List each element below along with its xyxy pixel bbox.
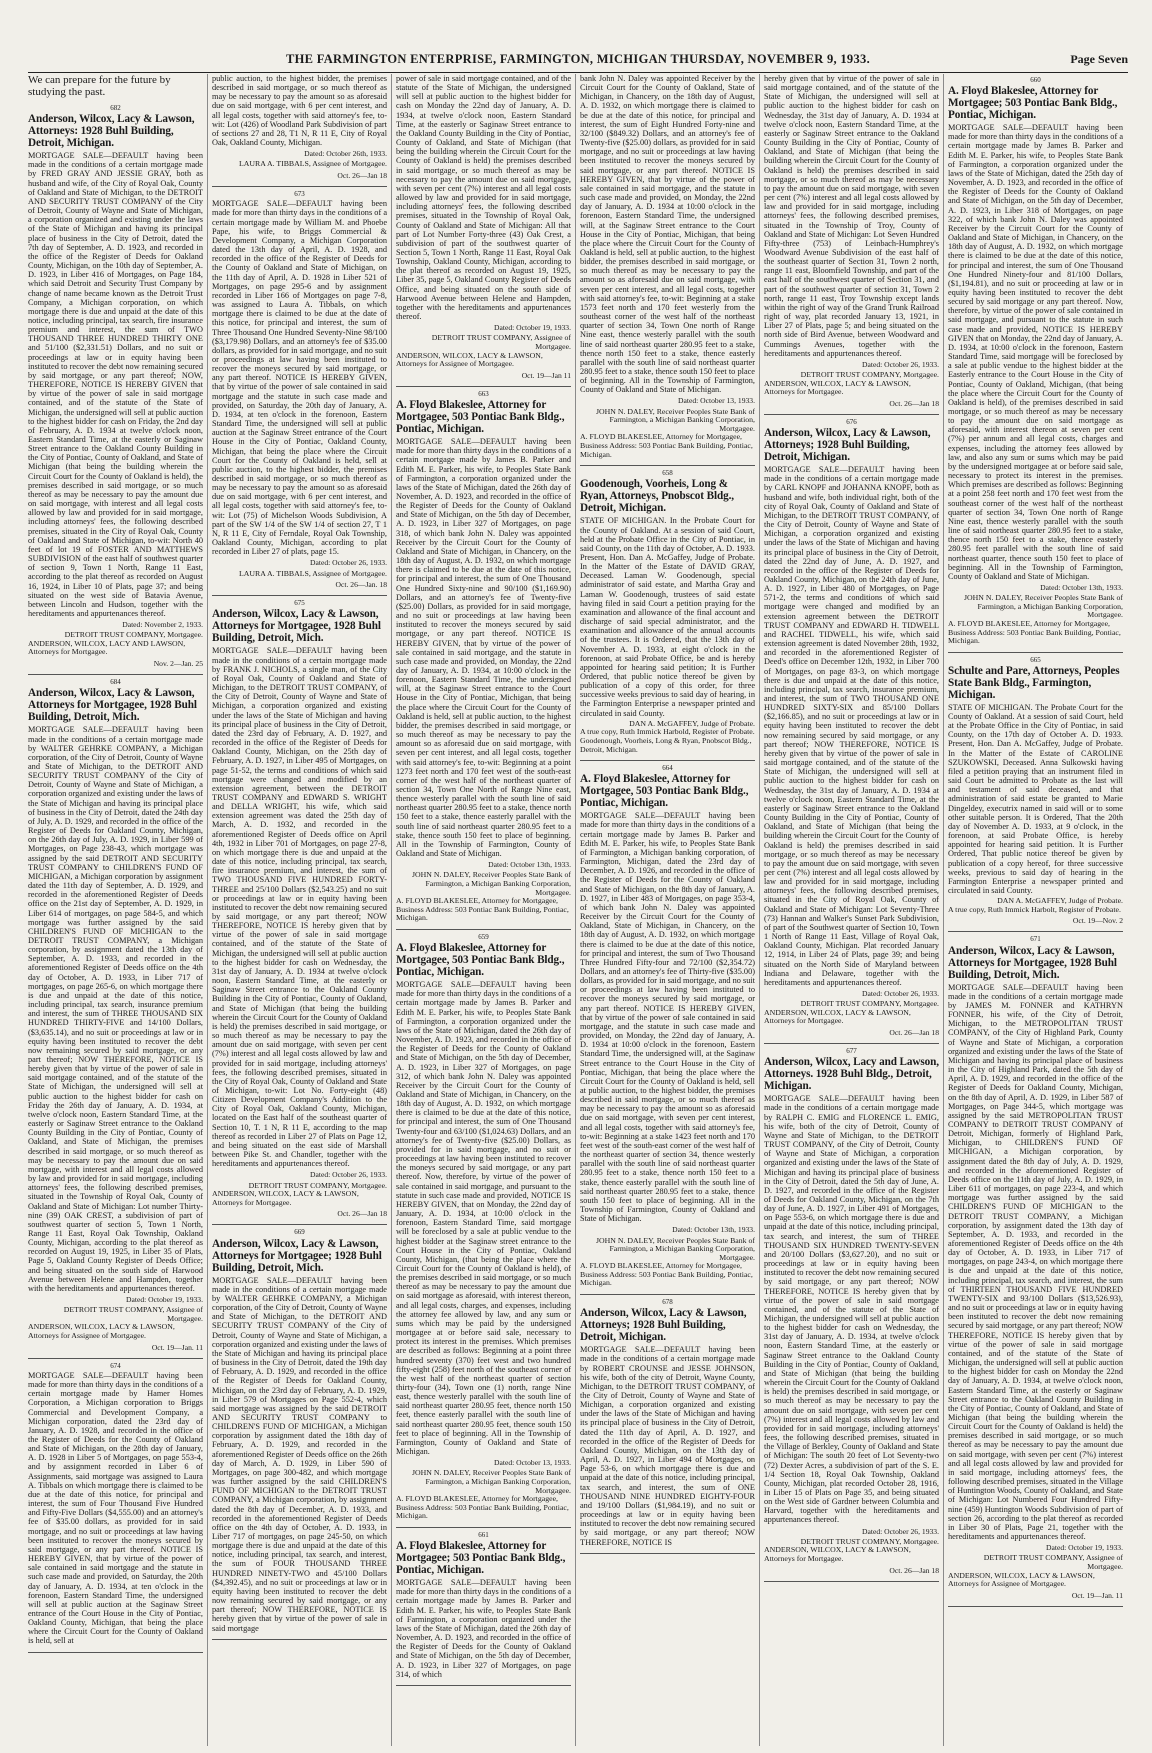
notice-run-dates: Nov. 2—Jan. 25 (153, 659, 203, 669)
notice-run-dates: Oct. 19—Nov. 2 (1072, 916, 1123, 926)
column-5 (764, 74, 939, 1746)
legal-notice (212, 190, 387, 589)
notice-heading: Anderson, Wilcox, Lacy & Lawson, Attorneys; 1928 Buhl Building, Detroit, Michigan. (580, 1307, 747, 1344)
legal-notice (396, 933, 571, 1521)
notice-number: 673 (294, 190, 305, 199)
notice-date: Dated: October 19, 1933. (126, 1295, 203, 1305)
notice-heading: Anderson, Wilcox, Lacy & Lawson, Attorneys for Mortgagee, 1928 Buhl Building, Detroit, Mich. (948, 944, 1117, 981)
notice-body: MORTGAGE SALE—DEFAULT having been made for more than thirty days in the conditions of a certain mortgage made by William M. and Phoebe Pape, his wife, to Briggs Commercial & Development Company, a Michigan Corporation dated the 13th day of April, A. D. 1928, and recorded in the office of the Register of Deeds for the County of Oakland and State of Michigan, on the 11th day of April, A. D. 1928 in Liber 521 of Mortgages, on page 295-6 and by assignment recorded in Liber 166 of Mortgages on page 7-8, was assigned to Laura A. Tibbals, on which mortgage there is claimed to be due at the date of this notice, for principal and interest, the sum of Three Thousand One Hundred Seventy-Nine 98/100 ($3,179.98) Dollars, and an attorney's fee of $35.00 dollars, as provided for in said mortgage, and no suit or proceedings at law having been instituted to recover the moneys secured by said mortgage, or any part thereof. NOTICE IS HEREBY GIVEN, that by virtue of the power of sale contained in said mortgage and the statute in such case made and provided, on Saturday, the 20th day of January, A. D. 1934, at ten o'clock in the forenoon, Eastern Standard Time, the undersigned will sell at public auction at the Saginaw Street entrance of the Court House in the City of Pontiac, Oakland County, Michigan, that being the place where the Circuit Court for the County of Oakland is held, sell at public auction, to the highest bidder, the premises described in said mortgage, or so much thereof as may be necessary to pay the amount so as aforesaid due on said mortgage, with 6 per cent interest, and all legal costs, together with said attorney's fee, to-wit: Lot (75) of Michelson Woods Subdivision, A part of the SW 1/4 of the SW 1/4 of section 27, T 1 N, R 11 E, City of Ferndale, Royal Oak Township, Oakland County, Michigan, according to plat recorded in Liber 27 of plats, page 15. (212, 199, 387, 557)
column-2 (212, 74, 387, 1746)
notice-number: 659 (478, 932, 489, 941)
notice-number: 678 (662, 1298, 673, 1307)
notice-signature: DETROIT TRUST COMPANY, Mortgagee. (800, 999, 939, 1009)
notice-attorney: ANDERSON, WILCOX, LACY AND LAWSON, Attorneys for Mortgagee. (28, 638, 186, 657)
notice-signature: DETROIT TRUST COMPANY, Assignee of Mortgagee. (63, 1305, 203, 1323)
notice-heading: Anderson, Wilcox, Lacy & Lawson, Attorneys for Mortgagee, 1928 Buhl Building, Detroit, Mich. (28, 687, 197, 724)
notice-number: 682 (110, 104, 121, 112)
notice-body: MORTGAGE SALE—DEFAULT having been made for more than thirty days in the conditions of a certain mortgage made by Hamer Homes Corporation, a Michigan corporation to Briggs Commercial and Development Company, a Michigan corporation, dated the 23rd day of January, A. D. 1928, and recorded in the office of the Register of Deeds for the County of Oakland and State of Michigan, on the 28th day of January, A. D. 1928 in Liber 5 of Mortgages, on page 553-4, and by assignment recorded in Liber 6 of Assignments, said mortgage was assigned to Laura A. Tibbals on which mortgage there is claimed to be due at the date of this notice, for principal and interest, the sum of Four Thousand Five Hundred and Fifty-Five Dollars ($4,555.00) and an attorney's fee of $35.00 dollars, as provided for in said mortgage, and no suit or proceedings at law having been instituted to recover the moneys secured by said mortgage, or any part thereof. NOTICE IS HEREBY GIVEN, that by virtue of the power of sale contained in said mortgage and the statute in such case made and provided, on Saturday, the 20th day of January, A. D. 1934, at ten o'clock in the forenoon, Eastern Standard Time, the undersigned will sell at public auction at the Saginaw Street entrance of the Court House in the City of Pontiac, Oakland County, Michigan, that being the place where the Circuit Court for the County of Oakland is held, sell at (28, 1370, 203, 1646)
notice-attorney: ANDERSON, WILCOX, LACY & LAWSON, Attorneys for Mortgagee. (764, 1545, 911, 1563)
notice-date: Dated: October 19, 1933. (494, 323, 571, 333)
notice-heading: Anderson, Wilcox, Lacy & Lawson, Attorneys: 1928 Buhl Building, Detroit, Michigan. (28, 113, 195, 150)
notice-body: bank John N. Daley was appointed Receiver by the Circuit Court for the County of Oakland, State of Michigan, in Chancery, on the 18th day of August, A. D. 1932, on which mortgage there is claimed to be due at the date of this notice, for principal and interest, the sum of Eight Hundred Forty-nine and 32/100 ($849.32) Dollars, and an attorney's fee of Twenty-five ($25.00) dollars, as provided for in said mortgage, and no suit or proceedings at law having been instituted to recover the moneys secured by said mortgage, or any part thereof. NOTICE IS HEREBY GIVEN, that by virtue of the power of sale contained in said mortgage, and the statute in such case made and provided, on Monday, the 22nd day of January, A. D. 1934 at 10:00 o'clock in the forenoon, Eastern Standard Time, the undersigned will, at the Saginaw Street entrance to the Court House in the City of Pontiac, Michigan, that being the place where the Circuit Court for the County of Oakland is held, sell at public auction, to the highest bidder, the premises described in said mortgage, or so much thereof as may be necessary to pay the amount so as aforesaid due on said mortgage, with seven per cent interest, and all legal costs, together with said attorney's fee, to-wit: Beginning at a stake 1573 feet north and 170 feet westerly from the southeast corner of the west half of the northeast quarter of section 34, Town One north of Range Nine east, thence westerly parallel with the south line of said northeast quarter 280.95 feet to a stake, thence north 150 feet to a stake, thence easterly parallel with the south line of said northeast quarter 280.95 feet to a stake, thence south 150 feet to place of beginning. All in the Township of Farmington, County of Oakland and State of Michigan. (580, 74, 755, 395)
notice-run-dates: Oct. 26—Jan 18 (889, 1565, 939, 1575)
notice-date: Dated: October 13th, 1933. (488, 860, 571, 870)
notice-attorney: A. FLOYD BLAKESLEE, Attorney for Mortgagee, Business Address: 503 Pontiac Bank Building, Pontiac, Michigan. (580, 1261, 753, 1288)
notice-divider (396, 929, 571, 930)
legal-notice (580, 469, 755, 754)
notice-heading: A. Floyd Blakeslee, Attorney for Mortgagee, 503 Pontiac Bank Bldg., Pontiac, Michigan. (396, 399, 565, 436)
notice-signature: DETROIT TRUST COMPANY, Mortgagee. (64, 630, 203, 640)
notice-signature: JOHN N. DALEY, Receiver Peoples State Bank of Farmington, a Michigan Banking Corporation, Mortgagee. (595, 406, 755, 433)
notice-heading: A. Floyd Blakeslee, Attorney for Mortgagee; 503 Pontiac Bank Bldg., Pontiac, Michigan. (396, 1540, 566, 1577)
notice-body: power of sale in said mortgage contained, and of the statute of the State of Michigan, the undersigned will sell at public auction to the highest bidder for cash on Monday the 22nd day of January, A. D. 1934, at twelve o'clock noon, Eastern Standard Time, at the easterly or Saginaw Street entrance to the Oakland County Building in the City of Pontiac, County of Oakland, and State of Michigan (that being the building wherein the Circuit Court for the County of Oakland is held) the premises described in said mortgage, or so much thereof as may be necessary to pay the amount due on said mortgage, with seven per cent (7%) interest and all legal costs allowed by law and provided for in said mortgage, including attorneys' fees, the following described premises, situated in the Township of Royal Oak, County of Oakland and State of Michigan: All that part of Lot Number Forty-three (43) Oak Crest, a subdivision of part of the southwest quarter of Section 5, Town 1 North, Range 11 East, Royal Oak Township, Oakland County, Michigan, according to the plat thereof as recorded on August 19, 1925, Liber 35, page 5, Oakland County Register of Deeds Office, and being situated on the south side of Harwood Avenue between Helene and Hampden, together with the hereditaments and appurtenances thereof. (396, 74, 571, 322)
notice-date: Dated: October 13, 1933. (678, 396, 755, 406)
legal-notice (396, 74, 571, 380)
notice-attorney: ANDERSON, WILCOX, LACY & LAWSON, Attorneys for Assignee of Mortgagee. (396, 350, 543, 369)
notice-run-dates: Oct. 26—Jan 18 (889, 1027, 939, 1037)
notice-number: 671 (1030, 935, 1041, 944)
notice-number: 674 (110, 1361, 121, 1370)
notice-heading: Anderson, Wilcox, Lacy & Lawson, Attorneys; 1928 Buhl Building, Detroit, Michigan. (764, 427, 931, 464)
column-rule (759, 74, 760, 1746)
notice-date: Dated: October 26, 1933. (862, 359, 939, 369)
notice-number: 669 (294, 1228, 305, 1237)
notice-date: Dated: November 2, 1933. (122, 620, 203, 630)
notice-date: Dated: October 13th, 1933. (672, 1225, 755, 1235)
notice-body: MORTGAGE SALE—DEFAULT having been made in the conditions of a certain mortgage made by FRANK J. NICHOLS, a single man, of the City of Royal Oak, County of Oakland and State of Michigan, to the DETROIT TRUST COMPANY, of the City of Detroit, County of Wayne and State of Michigan, a corporation organized and existing under the laws of the State of Michigan and having its principal place of business in the City of Detroit, dated the 23rd day of February, A. D. 1927, and recorded in the office of the Register of Deeds for Oakland County, Michigan, on the 25th day of February, A. D. 1927, in Liber 495 of Mortgages, on page 51-52, the terms and conditions of which said mortgage were changed and modified by an extension agreement, between the DETROIT TRUST COMPANY and EDWARD S. WRIGHT and DELLA WRIGHT, his wife, which said extension agreement was dated the 25th day of March, A. D. 1932, and recorded in the aforementioned Register of Deeds office on April 4th, 1932 in Liber 701 of Mortgages, on page 27-8, on which mortgage there is due and unpaid at the date of this notice, including principal, tax search, fire insurance premium, and interest, the sum of TWO THOUSAND FIVE HUNDRED FORTY-THREE and 25/100 Dollars ($2,543.25) and no suit or proceedings at law or in equity having been instituted to recover the debt now remaining secured by said mortgage, or any part thereof; NOW THEREFORE, NOTICE IS hereby given that by virtue of the power of sale in said mortgage contained, and of the statute of the State of Michigan, the undersigned will sell at public auction to the highest bidder for cash on Wednesday, the 31st day of January, A. D. 1934 at twelve o'clock noon, Eastern Standard Time, at the easterly or Saginaw Street entrance to the Oakland County Building in the City of Pontiac, County of Oakland, and State of Michigan (that being the building wherein the Circuit Court for the County of Oakland is held) the premises described in said mortgage, or so much thereof as may be necessary to pay the amount due on said mortgage, with seven per cent (7%) interest and all legal costs allowed by law and provided for in said mortgage, including attorneys' fees, the following described premises, situated in the City of Royal Oak, County of Oakland and State of Michigan, to-wit: Lot No. Forty-eight (48) Citizen Development Company's Addition to the City of Royal Oak, Oakland County, Michigan, located on the East half of the southeast quarter of Section 10, T. 1 N, R 11 E, according to the map thereof as recorded in Liber 27 of Plats on Page 12, and being situated on the east side of Marshall between Pike St. and Chandler, together with the hereditaments and appurtenances thereof. (212, 646, 387, 1169)
notice-heading: Anderson, Wilcox, Lacy & Lawson, Attorneys for Mortgagee; 1928 Buhl Building, Detroit, Mich. (212, 1237, 382, 1274)
notice-signature: JOHN N. DALEY, Receiver Peoples State Bank of Farmington, a Michigan Banking Corporation, Mortgagee. (963, 593, 1123, 620)
notice-divider (764, 1581, 939, 1582)
legal-notice (948, 76, 1123, 646)
notice-body: public auction, to the highest bidder, the premises described in said mortgage, or so much thereof as may be necessary to pay the amount so as aforesaid due on said mortgage, with 6 per cent interest, and all legal costs, together with said attorney's fee, to-wit: Lot (426) of Woodland Park Subdivision of part of sections 27 and 28, T1 N, R 11 E, City of Royal Oak, Oakland County, Michigan. (212, 74, 387, 148)
notice-body: MORTGAGE SALE—DEFAULT having been made for more than thirty days in the conditions of a certain mortgage made by James B. Parker and Edith M. E. Parker, his wife, to Peoples State Bank of Farmington, a Michigan banking corporation, of Farmington, Michigan, dated the 23rd day of December, A. D. 1926, and recorded in the office of the Register of Deeds for the County of Oakland and State of Michigan, on the 8th day of January, A. D. 1927, in Liber 483 of Mortgages, on page 353-4, of which bank John N. Daley was appointed Receiver by the Circuit Court for the County of Oakland, State of Michigan, in Chancery, on the 18th day of August, A. D. 1932, on which mortgage there is claimed to be due at the date of this notice, for principal and interest, the sum of Two Thousand Three Hundred Fifty-four and 72/100 ($2,354.72) Dollars, and an attorney's fee of Thirty-five ($35.00) dollars, as provided for in said mortgage, and no suit or proceedings at law having been instituted to recover the moneys secured by said mortgage, or any part thereof. NOTICE IS HEREBY GIVEN, that by virtue of the power of sale contained in said mortgage, and the statute in such case made and provided, on Monday, the 22nd day of January, A. D. 1934 at 10:00 o'clock in the forenoon, Eastern Standard Time, the undersigned will, at the Saginaw Street entrance to the Court House in the City of Pontiac, Michigan, that being the place where the Circuit Court for the County of Oakland is held, sell at public auction, to the highest bidder, the premises described in said mortgage, or so much thereof as may be necessary to pay the amount so as aforesaid due on said mortgage, with seven per cent interest, and all legal costs, together with said attorney's fee, to-wit: Beginning at a stake 1423 feet north and 170 feet west of the south-east corner of the west half of the northeast quarter of section 34, thence westerly parallel with the south line of said northeast quarter 280.95 feet to a stake, thence north 150 feet to a stake, thence easterly parallel with the south line of said northeast quarter 280.95 feet to a stake, thence south 150 feet to place of beginning. All in the Township of Farmington, County of Oakland and State of Michigan. (580, 811, 755, 1224)
column-rule (391, 74, 392, 1746)
notice-run-dates: Oct. 26—Jan. 18 (335, 580, 387, 590)
notice-divider (948, 931, 1123, 932)
notice-date: Dated: October 13th, 1933. (1040, 582, 1123, 592)
notice-run-dates: Oct. 26—Jan 18 (889, 398, 939, 408)
column-rule (575, 74, 576, 1746)
promo-text: We can prepare for the future by studying the past. (28, 74, 171, 98)
page-number: Page Seven (1070, 52, 1128, 66)
notice-signature: DETROIT TRUST COMPANY, Mortgagee. (800, 370, 939, 379)
column-3 (396, 74, 571, 1746)
notice-heading: Anderson, Wilcox, Lacy & Lawson, Attorneys for Mortgagee, 1928 Buhl Building, Detroit, Mich. (212, 608, 381, 645)
notice-signature: JOHN N. DALEY, Receiver Peoples State Bank of Farmington, a Michigan Banking Corporation, Mortgagee. (411, 1468, 571, 1495)
notice-run-dates: Oct. 19—Jan. 11 (151, 1342, 203, 1352)
notice-attorney: A. FLOYD BLAKESLEE, Attorney for Mortgagee, Business Address: 503 Pontiac Bank Building, Pontiac, Michigan. (396, 1494, 569, 1521)
notice-run-dates: Oct. 26—Jan 18 (337, 171, 387, 180)
column-rule (207, 74, 208, 1746)
notice-divider (396, 1685, 571, 1686)
notice-signature: DETROIT TRUST COMPANY, Assignee of Mortgagee. (431, 333, 571, 351)
notice-date: Dated: October 13, 1933. (494, 1458, 571, 1468)
notice-number: 660 (1030, 76, 1041, 84)
legal-notice (948, 935, 1123, 1599)
notice-body: MORTGAGE SALE—DEFAULT having been made in the conditions of a certain mortgage made by JAMES M. FONNER and KATHRYN FONNER, his wife, of the City of Detroit, Michigan, to the METROPOLITAN TRUST COMPANY, of the City of Highland Park, County of Wayne and State of Michigan, a corporation organized and existing under the laws of the State of Michigan and having its principal place of business in the City of Highland Park, dated the 5th day of April, A. D. 1929, and recorded in the office of the Register of Deeds for Oakland County, Michigan, on the 8th day of April, A. D. 1929, in Liber 587 of Mortgages, on Page 344-5, which mortgage was assigned by the said METROPOLITAN TRUST COMPANY to DETROIT TRUST COMPANY of Detroit, Michigan, formerly of Highland Park, Michigan, to CHILDREN'S FUND OF MICHIGAN, a Michigan corporation, by assignment dated the 8th day of July, A. D. 1929, and recorded in the aforementioned Register of Deeds office on the 11th day of July, A. D. 1929, in Liber 611 of mortgages, on page 223-4, and which mortgage was further assigned by the said CHILDREN'S FUND OF MICHIGAN to the DETROIT TRUST COMPANY, a Michigan corporation, by assignment dated the 13th day of September, A. D. 1933, and recorded in the aforementioned Register of Deeds office on the 4th day of October, A. D. 1933, in Liber 717 of mortgages, on page 243-4, on which mortgage there is due and unpaid at the date of this notice, including principal, tax search, and interest, the sum of THIRTEEN THOUSAND FIVE HUNDRED TWENTY-SIX and 93/100 Dollars ($13,526.93), and no suit or proceedings at law or in equity having been instituted to recover the debt now remaining secured by said mortgage, or any part thereof; NOW THEREFORE, NOTICE IS hereby given that by virtue of the power of sale in said mortgage contained, and of the statute of the State of Michigan, the undersigned will sell at public auction to the highest bidder for cash on Monday the 22nd day of January, A. D. 1934, at twelve o'clock noon, Eastern Standard Time, at the easterly or Saginaw Street entrance to the Oakland County Building in the City of Pontiac, County of Oakland, and State of Michigan (that being the building wherein the Circuit Court for the County of Oakland is held) the premises described in said mortgage, or so much thereof as may be necessary to pay the amount due on said mortgage, with seven per cent (7%) interest and all legal costs allowed by law and provided for in said mortgage, including attorneys' fees, the following described premises, situated in the Village of Huntington Woods, County of Oakland, and State of Michigan: Lot Numbered Four Hundred Fifty-nine (459) Huntington Woods Subdivision of part of section 26, according to the plat thereof as recorded in Liber 30 of Plats, Page 21, together with the hereditaments and appurtenances thereof. (948, 982, 1123, 1541)
notice-signature: DETROIT TRUST COMPANY, Mortgagee. (248, 1180, 387, 1190)
notice-body: MORTGAGE SALE—DEFAULT having been made in the conditions of a certain mortgage made by ROBERT CROUNSE and JESSE JOHNSON, his wife, both of the city of Detroit, Wayne County, Michigan, to the DETROIT TRUST COMPANY, of the City of Detroit, County of Wayne and State of Michigan, a corporation organized and existing under the laws of the State of Michigan and having its principal place of business in the City of Detroit, dated the 11th day of April, A. D. 1927, and recorded in the office of the Register of Deeds for Oakland County, Michigan, on the 13th day of April, A. D. 1927, in Liber 494 of Mortgages, on Page 53-6, on which mortgage there is due and unpaid at the date of this notice, including principal, tax search, and interest, the sum of ONE THOUSAND NINE HUNDRED EIGHTY-FOUR and 19/100 Dollars ($1,984.19), and no suit or proceedings at law or in equity having been instituted to recover the debt now remaining secured by said mortgage, or any part thereof; NOW THEREFORE, NOTICE IS (580, 1345, 755, 1547)
legal-notice (28, 104, 203, 668)
notice-divider (948, 652, 1123, 653)
legal-notice (212, 599, 387, 1218)
notice-body: hereby given that by virtue of the power of sale in said mortgage contained, and of the statute of the State of Michigan, the undersigned will sell at public auction to the highest bidder for cash on Wednesday, the 31st day of January, A. D. 1934 at twelve o'clock noon, Eastern Standard Time, at the easterly or Saginaw Street entrance to the Oakland County Building in the City of Pontiac, County of Oakland, and State of Michigan (that being the building wherein the Circuit Court for the County of Oakland is held) the premises described in said mortgage, or so much thereof as may be necessary to pay the amount due on said mortgage, with seven per cent (7%) interest and all legal costs allowed by law and provided for in said mortgage, including attorneys' fees, the following described premises, situated in the Township of Troy, County of Oakland and State of Michigan: Lot Seven Hundred Fifty-three (753) of Leinbach-Humphrey's Woodward Avenue Subdivision of the east half of the southeast quarter of Section 31, Town 2 north, range 11 east, Bloomfield Township, and part of the east half of the southwest quarter of Section 31, and part of the southwest quarter of section 31, Town 2 north, range 11 east, Troy Township except lands within the right of way of the Grand Trunk Railroad right of way, plat recorded January 13, 1921, in Liber 27 of Plats, page 5; and being situated on the north side of Bird Avenue, between Woodward and Cummings Avenues, together with the hereditaments and appurtenances thereof. (764, 74, 939, 358)
legal-notice (580, 764, 755, 1288)
notice-number: 663 (478, 389, 489, 398)
notice-body: MORTGAGE SALE—DEFAULT having been made for more than thirty days in the conditions of a certain mortgage made by James B. Parker and Edith M. E. Parker, his wife, to Peoples State Bank of Farmington, a corporation organized under the laws of the State of Michigan, dated the 26th day of November, A. D. 1923, and recorded in the office of the Register of Deeds for the County of Oakland and State of Michigan, on the 5th day of December, A. D. 1923, in Liber 327 of Mortgages, on page 318, of which bank John N. Daley was appointed Receiver by the Circuit Court for the County of Oakland and State of Michigan, in Chancery, on the 18th day of August, A. D. 1932, on which mortgage there is claimed to be due at the date of this notice, for principal and interest, the sum of One Thousand One Hundred Sixty-nine and 90/100 ($1,169.90) Dollars, and an attorney's fee of Twenty-five ($25.00) Dollars, as provided for in said mortgage, and no suit or proceedings at law having been instituted to recover the moneys secured by said mortgage, or any part thereof. NOTICE IS HEREBY GIVEN, that by virtue of the power of sale contained in said mortgage, and the statute in such case made and provided, on Monday, the 22nd day of January, A. D. 1934, at 10:00 o'clock in the forenoon, Eastern Standard Time, the undersigned will, at the Saginaw Street entrance to the Court House in the City of Pontiac, Michigan, that being the place where the Circuit Court for the County of Oakland is held, sell at public auction, to the highest bidder, the premises described in said mortgage, or so much thereof as may be necessary to pay the amount so as aforesaid due on said mortgage, with seven per cent interest, and all legal costs, together with said attorney's fee, to-wit: Beginning at a point 1273 feet north and 170 feet west of the south-east corner of the west half of the northeast quarter of section 34, Town One North of Range Nine east, thence westerly parallel with the south line of said northeast quarter 280.95 feet to a stake, thence north 150 feet to a stake, thence easterly parallel with the south line of said northeast quarter 280.95 feet to a stake, thence south 150 feet to place of beginning. All in the Township of Farmington, County of Oakland and State of Michigan. (396, 437, 571, 859)
legal-notice (764, 74, 939, 408)
masthead (28, 52, 1128, 73)
notice-heading: Goodenough, Voorheis, Long & Ryan, Attorneys, Pnobscot Bldg., Detroit, Michigan. (580, 478, 734, 515)
notice-number: 675 (294, 599, 305, 608)
legal-notice (212, 74, 387, 180)
legal-notice (764, 1047, 939, 1575)
legal-notice (764, 418, 939, 1037)
notice-divider (580, 1553, 755, 1554)
notice-divider (580, 465, 755, 466)
legal-notice (948, 656, 1123, 926)
notice-divider (28, 1358, 203, 1359)
notice-attorney: A true copy, Ruth Immick Harbold, Register of Probate. Goodenough, Voorheis, Long & Ryan, Pnobscot Bldg., Detroit, Michigan. (580, 727, 755, 754)
notice-run-dates: Oct. 19—Jan 11 (521, 370, 571, 380)
notice-attorney: A true copy, Ruth Immick Harbolt, Register of Probate. (948, 904, 1121, 914)
notice-body: MORTGAGE SALE—DEFAULT having been made in the conditions of a certain mortgage made by FRED GRAY AND JESSIE GRAY, both as husband and wife, of the City of Royal Oak, County of Oakland and State of Michigan, to the DETROIT AND SECURITY TRUST COMPANY of the City of Detroit, County of Wayne and State of Michigan, a corporation organized and existing under the laws of the State of Michigan and having its principal place of business in the City of Detroit, dated the 7th day of September, A. D. 1923, and recorded in the office of the Register of Deeds for Oakland County, Michigan, on the 10th day of September, A. D. 1923, in Liber 416 of Mortgages, on Page 184, which said Detroit and Security Trust Company by change of name became known as the Detroit Trust Company, a Michigan corporation, on which mortgage there is due and unpaid at the date of this notice, including principal, tax search, fire insurance premium and interest, the sum of TWO THOUSAND THREE HUNDRED THIRTY ONE and 51/100 ($2,331.51) Dollars, and no suit or proceedings at law or in equity having been instituted to recover the debt now remaining secured by said mortgage, or any part thereof; NOW, THEREFORE, NOTICE IS HEREBY GIVEN that by virtue of the power of sale in said mortgage contained, and of the statute of the State of Michigan, the undersigned will sell at public auction to the highest bidder for cash on Friday, the 2nd day of February, A. D. 1934 at twelve o'clock noon, Eastern Standard Time, at the easterly or Saginaw Street entrance to the Oakland County Building in the City of Pontiac, County of Oakland, and State of Michigan (that being the building wherein the Circuit Court for the County of Oakland is held), the premises described in said mortgage, or so much thereof as may be necessary to pay the amount due on said mortgage, with interest and all legal costs allowed by law and provided for in said mortgage, including attorneys' fees, the following described premises, situated in the City of Royal Oak, County of Oakland and State of Michigan, to-wit: North 40 feet of lot 19 of FOSTER AND MATTHEWS SUBDIVISION of the east half of southwest quarter of section 9, Town 1 North, Range 11 East, according to the plat thereof as recorded on August 16, 1924, in Liber 10 of Plats, page 37; and being situated on the west side of Batavia Avenue, between Lincoln and Hudson, together with the hereditaments and appurtenances thereof. (28, 151, 203, 618)
notice-number: 665 (1030, 655, 1041, 664)
legal-notice (396, 390, 571, 923)
notice-date: Dated: October 26, 1933. (862, 989, 939, 998)
column-1 (28, 74, 203, 1746)
legal-notice (28, 678, 203, 1352)
notice-signature: JOHN N. DALEY, Receiver Peoples State Bank of Farmington, a Michigan Banking Corporation, Mortgagee. (411, 870, 571, 897)
notice-divider (580, 1294, 755, 1295)
notice-body: MORTGAGE SALE—DEFAULT having been made for more than thirty days in the conditions of a certain mortgage made by James B. Parker and Edith M. E. Parker, his wife, to Peoples State Bank of Farmington, a corporation organized under the laws of the State of Michigan, dated the 25th day of November, A. D. 1923, and recorded in the office of the Register of Deeds for the County of Oakland and State of Michigan, on the 5th day of December, A. D. 1923, in Liber 318 of Mortgages, on page 322, of which bank John N. Daley was appointed Receiver by the Circuit Court for the County of Oakland and State of Michigan, in Chancery, on the 18th day of August, A. D. 1932, on which mortgage there is claimed to be due at the date of this notice, for principal and interest, the sum of One Thousand One Hundred Ninety-four and 81/100 Dollars, ($1,194.81), and no suit or proceeding at law or in equity having been instituted to recover the debt secured by said mortgage or any part thereof. Now, therefore, by virtue of the power of sale contained in said mortgage, and pursuant to the statute in such case made and provided, NOTICE IS HEREBY GIVEN that on Monday, the 22nd day of January, A. D. 1934, at 10:00 o'clock in the forenoon, Eastern Standard Time, said mortgage will be foreclosed by a sale at public vendue to the highest bidder at the Easterly entrance to the Court House in the City of Pontiac, County of Oakland, Michigan, (that being the place where the Circuit Court for the County of Oakland is held), of the premises described in said mortgage, or so much thereof as may be necessary to pay the amount due on said mortgage as aforesaid, with interest thereon at seven per cent (7%) per annum and all legal costs, charges and expenses, including the attorney fees allowed by law, and also any sum or sums which may be paid by the undersigned mortgagee at or before said sale, necessary to protect its interest in the premises. Which premises are described as follows: Beginning at a point 258 feet north and 170 feet west from the southeast corner of the west half of the northeast quarter of section 34, Town One north of Range Nine east, thence westerly parallel with the south line of said northeast quarter 280.95 feet to a stake, thence north 150 feet to a stake, thence easterly 280.95 feet parallel with the south line of said northeast quarter, thence south 150 feet to place of beginning. All in the Township of Farmington, County of Oakland and State of Michigan. (948, 123, 1123, 581)
notice-number: 664 (662, 764, 673, 773)
notice-attorney: ANDERSON, WILCOX, LACY & LAWSON, Attorneys for Mortgagee. (764, 1007, 911, 1026)
notice-divider (764, 414, 939, 415)
notice-attorney: A. FLOYD BLAKESLEE, Attorney for Mortgagee, Business Address: 503 Pontiac Bank Building, Pontiac, Michigan. (948, 618, 1121, 646)
notice-divider (396, 1527, 571, 1528)
notice-heading: Schulte and Pare, Attorneys, Peoples State Bank Bldg., Farmington, Michigan. (948, 664, 1120, 701)
notice-body: MORTGAGE SALE—DEFAULT having been made for more than thirty days in the conditions of a certain mortgage made by James B. Parker and Edith M. E. Parker, his wife, to Peoples State Bank of Farmington, a corporation organized under the laws of the State of Michigan, dated the 26th day of November, A. D. 1923, and recorded in the office of the Register of Deeds for the County of Oakland and State of Michigan, on the 5th day of December, A. D. 1923, in Liber 327 of Mortgages, on page 312, of which bank John N. Daley was appointed Receiver by the Circuit Court for the County of Oakland and State of Michigan, in Chancery, on the 18th day of August, A. D. 1932, on which mortgage there is claimed to be due at the date of this notice, for principal and interest, the sum of One Thousand Twenty-four and 63/100 ($1,024.63) Dollars, and an attorney's fee of Twenty-five ($25.00) Dollars, as provided for in said mortgage, and no suit or proceedings at law having been instituted to recover the moneys secured by said mortgage, or any part thereof. Now, therefore, by virtue of the power of sale contained in said mortgage, and pursuant to the statute in such case made and provided, NOTICE IS HEREBY GIVEN, that on Monday, the 22nd day of January, A. D. 1934, at 10:00 o'clock in the forenoon, Eastern Standard Time, said mortgage will be foreclosed by a sale at public vendue to the highest bidder at the Saginaw street entrance to the Court House in the City of Pontiac, Oakland County, Michigan, (that being the place where the Circuit Court for the County of Oakland is held), of the premises described in said mortgage, or so much thereof as may be necessary to pay the amount due on said mortgage as aforesaid, with interest thereon, and all legal costs, charges, and expenses, including the attorney fee allowed by law, and any sum or sums which may be paid by the undersigned mortgagee at or before said sale, necessary to protect its interest in the premises. Which premises are described as follows: Beginning at a point three hundred seventy (370) feet west and two hundred fifty-eight (258) feet north of the southeast corner of the west half of the northeast quarter of section thirty-four (34), Town one (1) north, range Nine east, thence westerly parallel with the south line of said northeast quarter 280.95 feet, thence north 150 feet, thence easterly parallel with the south line of said northeast quarter 280.95 feet, thence south 150 feet to place of beginning. All in the Township of Farmington, County of Oakland and State of Michigan. (396, 980, 571, 1457)
notice-divider (28, 674, 203, 675)
legal-notice (28, 1362, 203, 1646)
notice-attorney: ANDERSON, WILCOX, LACY & LAWSON, Attorneys for Mortgagee. (764, 378, 911, 397)
notice-number: 661 (478, 1530, 489, 1539)
notice-number: 658 (662, 469, 673, 478)
notice-number: 676 (846, 417, 857, 426)
notice-attorney: ANDERSON, WILCOX, LACY & LAWSON, Attorneys for Assignee of Mortgagee. (948, 1570, 1095, 1589)
notice-signature: DAN A. McGAFFEY, Judge of Probate. (629, 718, 755, 728)
notice-number: 684 (110, 678, 121, 687)
notice-date: Dated: October 26th, 1933. (304, 149, 387, 159)
notice-signature: DAN A. McGAFFEY, Judge of Probate. (997, 896, 1123, 906)
notice-divider (212, 186, 387, 187)
page-title: THE FARMINGTON ENTERPRISE, FARMINGTON, MICHIGAN THURSDAY, NOVEMBER 9, 1933. (285, 52, 871, 66)
notice-date: Dated: October 26, 1933. (862, 1526, 939, 1536)
notice-divider (396, 386, 571, 387)
notice-body: MORTGAGE SALE—DEFAULT having been made in the conditions of a certain mortgage made by CARL KNOPF and JOHANNA KNOPF, both as husband and wife, both individual right, both of the city of Royal Oak, County of Oakland and State of Michigan, to the DETROIT TRUST COMPANY, of the City of Detroit, County of Wayne and State of Michigan, a corporation organized and existing under the laws of the State of Michigan and having its principal place of business in the City of Detroit, dated the 22nd day of June, A. D. 1927, and recorded in the office of the Register of Deeds for Oakland County, Michigan, on the 24th day of June, A. D. 1927, in Liber 480 of Mortgages, on Page 571-2, the terms and conditions of which said mortgage were changed and modified by an extension agreement between the DETROIT TRUST COMPANY and EDWARD H. TIDWELL and RACHEL TIDWELL, his wife, which said extension agreement is dated November 28th, 1932, and recorded in the aforementioned Register of Deed's office on December 12th, 1932, in Liber 700 of Mortgages, on page 83-3, on which mortgage there is due and unpaid at the date of this notice, including principal, tax search, insurance premium, and interest, the sum of TWO THOUSAND ONE HUNDRED SIXTY-SIX and 85/100 Dollars ($2,166.85), and no suit or proceedings at law or in equity having been instituted to recover the debt now remaining secured by said mortgage, or any part thereof; NOW THEREFORE, NOTICE IS hereby given that by virtue of the power of sale in said mortgage contained, and of the statute of the State of Michigan, the undersigned will sell at public auction to the highest bidder for cash on Wednesday, the 31st day of January, A. D. 1934 at twelve o'clock noon, Eastern Standard Time, at the easterly or Saginaw Street entrance to the Oakland County Building in the City of Pontiac, County of Oakland, and State of Michigan (that being the building wherein the Circuit Court for the County of Oakland is held) the premises described in said mortgage, or so much thereof as may be necessary to pay the amount due on said mortgage, with seven per cent (7%) interest and all legal costs allowed by law and provided for in said mortgage, including attorneys' fees, the following described premises, situated in the City of Royal Oak, County of Oakland and State of Michigan: Lot Seventy-Three (73) Hannan and Walker's Sunset Park Subdivision, of part of the Southwest quarter of Section 10, Town 1 North of Range 11 East, Village of Royal Oak, Oakland County, Michigan. Plat recorded January 12, 1914, in Liber 24 of Plats, page 39; and being situated on the North Side of Maryland between Indiana and Delaware, together with the hereditaments and appurtenances thereof. (764, 465, 939, 987)
legal-notice (580, 1298, 755, 1547)
notice-date: Dated: October 26, 1933. (310, 1170, 387, 1180)
notice-date: Dated: October 26, 1933. (310, 558, 387, 568)
notice-divider (212, 1639, 387, 1640)
column-6 (948, 74, 1123, 1746)
notice-signature: LAURA A. TIBBALS, Assignee of Mortgagee. (239, 568, 387, 578)
column-4 (580, 74, 755, 1746)
notice-body: STATE OF MICHIGAN. In the Probate Court for the County of Oakland. At a session of said Court, held at the Probate Office in the City of Pontiac, in said County, on the 11th day of October, A. D. 1933. Present, Hon. Dan A. McGaffey, Judge of Probate. In the Matter of the Estate of DAVID GRAY, Deceased. Laman W. Goodenough, special administrator of said estate, and Martha Gray and Laman W. Goodenough, trustees of said estate having filed in said Court a petition praying for the examination and allowance of the final account and discharge of said special administrator, and the examination and allowance of the annual accounts of the trustees. It is Ordered, that the 13th day of November A. D. 1933, at eight o'clock in the forenoon, at said Probate Office, be and is hereby appointed for hearing said petition; It is Further Ordered, that public notice thereof be given by publication of a copy of this order, for three successive weeks previous to said day of hearing, in the Farmington Enterprise a newspaper printed and circulated in said County. (580, 516, 755, 718)
notice-divider (764, 1043, 939, 1044)
notice-heading: A. Floyd Blakeslee, Attorney for Mortgagee, 503 Pontiac Bank Bldg., Pontiac, Michigan. (396, 942, 565, 979)
notice-divider (28, 1652, 203, 1653)
notice-attorney: ANDERSON, WILCOX, LACY & LAWSON, Attorneys for Assignee of Mortgagee. (28, 1322, 175, 1340)
notice-date: Dated: October 19, 1933. (1046, 1543, 1123, 1553)
notice-attorney: ANDERSON, WILCOX, LACY & LAWSON, Attorneys for Mortgagee. (212, 1189, 359, 1207)
notice-body: MORTGAGE SALE—DEFAULT having been made for more than thirty days in the conditions of a certain mortgage made by James B. Parker and Edith M. E. Parker, his wife, to Peoples State Bank of Farmington, a corporation organized under the laws of the State of Michigan, dated the 26th day of November, A. D. 1923, and recorded in the office of the Register of Deeds for the County of Oakland and State of Michigan, on the 5th day of December, A. D. 1923, in Liber 327 of Mortgages, on page 314, of which (396, 1578, 571, 1679)
notice-divider (212, 1224, 387, 1225)
notice-divider (580, 760, 755, 761)
notice-run-dates: Oct. 19—Jan. 11 (1071, 1590, 1123, 1600)
legal-notice (580, 74, 755, 459)
notice-attorney: A. FLOYD BLAKESLEE, Attorney for Mortgagee, Business Address: 503 Pontiac Bank Building, Pontiac, Michigan. (580, 432, 753, 459)
notice-heading: A. Floyd Blakeslee, Attorney for Mortgagee; 503 Pontiac Bank Bldg., Pontiac, Michigan. (948, 85, 1118, 122)
notice-heading: Anderson, Wilcox, Lacy and Lawson, Attorneys. 1928 Buhl Bldg., Detroit, Michigan. (764, 1056, 939, 1093)
notice-signature: JOHN N. DALEY, Receiver Peoples State Bank of Farmington, a Michigan Banking Corporation, Mortgagee. (595, 1235, 755, 1262)
notice-body: MORTGAGE SALE—DEFAULT having been made in the conditions of a certain mortgage made by RALPH C. EMIG and FLORENCE L. EMIG, his wife, both of the city of Detroit, County of Wayne and State of Michigan, to the DETROIT TRUST COMPANY, of the City of Detroit, County of Wayne and State of Michigan, a corporation organized and existing under the laws of the State of Michigan and having its principal place of business in the City of Detroit, dated the 5th day of June, A. D. 1927, and recorded in the office of the Register of Deeds for Oakland County, Michigan, on the 7th day of June, A. D. 1927, in Liber 491 of Mortgages, on Page 553-6, on which mortgage there is due and unpaid at the date of this notice, including principal, tax search, and interest, the sum of THREE THOUSAND SIX HUNDRED TWENTY-SEVEN and 20/100 Dollars ($3,627.20), and no suit or proceedings at law or in equity having been instituted to recover the debt now remaining secured by said mortgage, or any part thereof; NOW THEREFORE, NOTICE IS hereby given that by virtue of the power of sale in said mortgage contained, and of the statute of the State of Michigan, the undersigned will sell at public auction to the highest bidder for cash on Wednesday, the 31st day of January, A. D. 1934, at twelve o'clock noon, Eastern Standard Time, at the easterly or Saginaw Street entrance to the Oakland County Building in the City of Pontiac, County of Oakland, and State of Michigan (that being the building wherein the Circuit Court for the County of Oakland is held) the premises described in said mortgage, or so much thereof as may be necessary to pay the amount due on said mortgage, with seven per cent (7%) interest and all legal costs allowed by law and provided for in said mortgage, including attorneys' fees, the following described premises, situated in the Village of Berkley, County of Oakland and State of Michigan: The south 20 feet of Lot Seventy-two (72) Dexter Acres, a subdivision of part of the S. E. 1/4 Section 18, Royal Oak Township, Oakland County, Michigan, plat recorded October 28, 1916, in Liber 15 of Plats on Page 35, and being situated on the West side of Gardner between Columbia and Harvard, together with the hereditaments and appurtenances thereof. (764, 1094, 939, 1525)
notice-run-dates: Oct. 26—Jan 18 (337, 1209, 387, 1219)
notice-signature: DETROIT TRUST COMPANY, Mortgagee. (800, 1536, 939, 1546)
notice-signature: LAURA A. TIBBALS, Assignee of Mortgagee. (239, 159, 387, 169)
notice-signature: DETROIT TRUST COMPANY, Assignee of Mortgagee. (983, 1553, 1123, 1571)
notice-heading: A. Floyd Blakeslee, Attorney for Mortgagee, 503 Pontiac Bank Bldg., Pontiac, Michigan. (580, 773, 749, 810)
notice-attorney: A. FLOYD BLAKESLEE, Attorney for Mortgagee, Business Address: 503 Pontiac Bank Building, Pontiac, Michigan. (396, 896, 569, 923)
notice-divider (948, 1606, 1123, 1607)
notice-body: MORTGAGE SALE—DEFAULT having been made in the conditions of a certain mortgage made by WALTER GEHRKE COMPANY, a Michigan corporation, of the City of Detroit, County of Wayne and State of Michigan, to the DETROIT AND SECURITY TRUST COMPANY of the City of Detroit, County of Wayne and State of Michigan, a corporation organized and existing under the laws of the State of Michigan and having its principal place of business in the City of Detroit, dated the 24th day of July, A. D. 1929, and recorded in the office of the Register of Deeds for Oakland County, Michigan, on the 26th day of July, A. D. 1929, in Liber 599 of Mortgages, on Page 238-43, which mortgage was assigned by the said DETROIT AND SECURITY TRUST COMPANY to CHILDREN'S FUND OF MICHIGAN, a Michigan corporation by assignment dated the 11th day of September, A. D. 1929, and recorded in the aforementioned Register of Deeds office on the 21st day of September, A. D. 1929, in Liber 614 of mortgages, on page 584-5, and which mortgage was further assigned by the said CHILDREN'S FUND OF MICHIGAN to the DETROIT TRUST COMPANY, a Michigan corporation, by assignment dated the 13th day of September, A. D. 1933, and recorded in the aforementioned Register of Deeds office on the 4th day of October, A. D. 1933, in Liber 717 of mortgages, on page 265-6, on which mortgage there is due and unpaid at the date of this notice, including principal, tax search, insurance premium and interest, the sum of THREE THOUSAND SIX HUNDRED THIRTY-FIVE and 14/100 Dollars, ($3,635.14), and no suit or proceedings at law or in equity having been instituted to recover the debt now remaining secured by said mortgage, or any part thereof; NOW THEREFORE, NOTICE IS hereby given that by virtue of the power of sale in said mortgage contained, and of the statute of the State of Michigan, the undersigned will sell at public auction to the highest bidder for cash on Friday the 26th day of January, A. D. 1934, at twelve o'clock noon, Eastern Standard Time, at the easterly or Saginaw Street entrance to the Oakland County Building in the City of Pontiac, County of Oakland, and State of Michigan, the premises described in said mortgage, or so much thereof as may be necessary to pay the amount due on said mortgage, with interest and all legal costs allowed by law and provided for in said mortgage, including attorneys' fees, the following described premises, situated in the Township of Royal Oak, County of Oakland and State of Michigan: Lot number Thirty-nine (39) OAK CREST, a subdivision of part of southwest quarter of section 5, Town 1 North, Range 11 East, Royal Oak Township, Oakland County, Michigan, according to the plat thereof as recorded on August 19, 1925, in Liber 35 of Plats, Page 5, Oakland County Register of Deeds Office; and being situated on the south side of Harwood Avenue between Helene and Hampden, together with the hereditaments and appurtenances thereof. (28, 725, 203, 1293)
notice-number: 677 (846, 1047, 857, 1056)
notice-body: STATE OF MICHIGAN. The Probate Court for the County of Oakland. At a session of said Court, held at the Probate Office in the City of Pontiac, in said County, on the 17th day of October A. D. 1933. Present, Hon. Dan A. McGaffey, Judge of Probate. In the Matter of the Estate of CAROLINE SZUKOWSKI, Deceased. Anna Sulkowski having filed a petition praying that an instrument filed in said Court be admitted to Probate as the last will and testament of said deceased, and that administration of said estate be granted to Marie Dingeldey, executrix named in said will or to some other suitable person. It is Ordered, That the 20th day of November A. D. 1933, at 9 o'clock, in the forenoon, at said Probate Office, is hereby appointed for hearing said petition. It is Further Ordered, That public notice thereof be given by publication of a copy hereof, for three successive weeks, previous to said day of hearing in the Farmington Enterprise a newspaper printed and circulated in said County. (948, 702, 1123, 895)
column-rule (943, 74, 944, 1746)
notice-divider (212, 595, 387, 596)
legal-notice (396, 1531, 571, 1679)
notice-body: MORTGAGE SALE—DEFAULT having been made in the conditions of a certain mortgage made by WALTER GEHRKE COMPANY, a Michigan corporation, of the City of Detroit, County of Wayne and State of Michigan, to the DETROIT AND SECURITY TRUST COMPANY of the City of Detroit, County of Wayne and State of Michigan, a corporation organized and existing under the laws of the State of Michigan and having its principal place of business in the City of Detroit, dated the 19th day of February, A. D. 1929, and recorded in the office of the Register of Deeds for Oakland County, Michigan, on the 23rd day of February, A. D. 1929, in Liber 579 of Mortgages on Page 552-4, which said mortgage was assigned by the said DETROIT AND SECURITY TRUST COMPANY to CHILDREN'S FUND OF MICHIGAN, a Michigan corporation by assignment dated the 18th day of February, A. D. 1929, and recorded in the aforementioned Register of Deeds office on the 26th day of March, A. D. 1929, in Liber 590 of Mortgages, on page 300-482, and which mortgage was further assigned by the said CHILDREN'S FUND OF MICHIGAN to the DETROIT TRUST COMPANY, a Michigan corporation, by assignment dated the 8th day of December, A. D. 1933, and recorded in the aforementioned Register of Deeds office on the 4th day of October, A. D. 1933, in Liber 717 of mortgages, on page 245-50, on which mortgage there is due and unpaid at the date of this notice, including principal, tax search, and interest, the sum of FOUR THOUSAND THREE HUNDRED NINETY-TWO and 45/100 Dollars ($4,392.45), and no suit or proceedings at law or in equity having been instituted to recover the debt now remaining secured by said mortgage, or any part thereof; NOW THEREFORE, NOTICE IS hereby given that by virtue of the power of sale in said mortgage (212, 1275, 387, 1633)
legal-notice (212, 1228, 387, 1632)
